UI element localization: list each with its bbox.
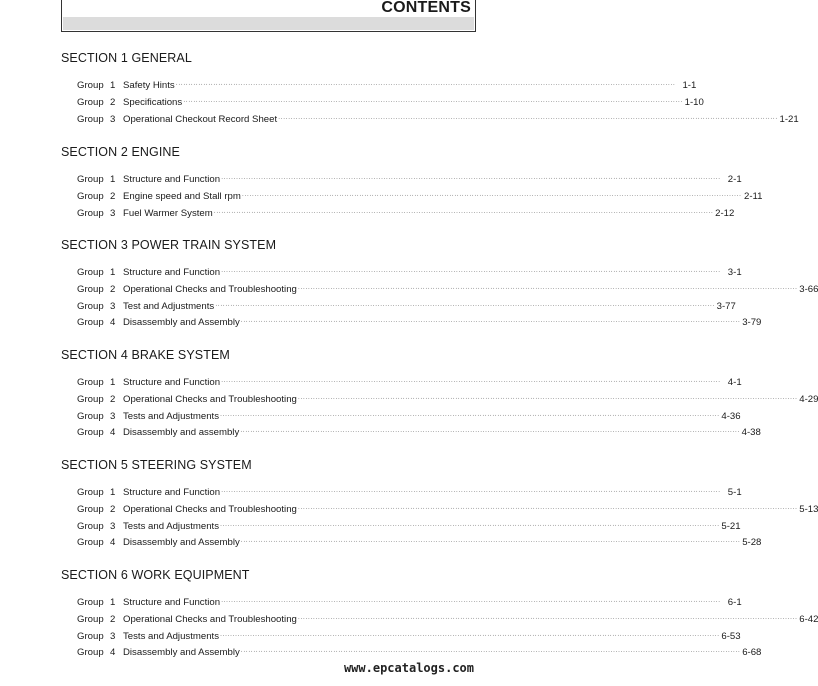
toc-page-number: 2-12 [715,207,735,219]
toc-entry-title: Disassembly and Assembly [123,537,240,549]
toc-page-number: 5-1 [727,487,742,498]
toc-page-number: 6-1 [727,597,742,608]
toc-page-number: 4-29 [799,393,818,405]
toc-entry-title: Structure and Function [123,174,221,185]
toc-leader-dots: ········································································································································································································ [278,115,778,122]
toc-leader-dots: ········································································································································································································ [297,395,798,402]
toc-entry[interactable] [77,207,735,221]
toc-group-label: Group [77,537,104,549]
toc-group-number: 4 [110,647,116,659]
toc-entry[interactable] [77,646,762,660]
section-heading: SECTION 4 BRAKE SYSTEM [61,348,230,362]
toc-leader-dots: ········································································································································································································ [240,539,741,546]
toc-entry[interactable] [77,410,741,424]
toc-leader-dots: ········································································································································································································ [221,379,721,385]
toc-group-label: Group [77,283,104,295]
toc-entry[interactable] [77,503,818,517]
toc-page-number: 1-21 [779,113,799,125]
toc-leader-dots: ········································································································································································································ [297,505,798,512]
section-heading: SECTION 5 STEERING SYSTEM [61,458,252,472]
toc-entry[interactable] [77,283,818,297]
toc-group-label: Group [77,427,104,439]
toc-entry-title: Tests and Adjustments [123,630,219,642]
toc-entry-title: Operational Checks and Troubleshooting [123,503,297,515]
toc-page-number: 4-1 [727,377,742,388]
toc-entry[interactable] [77,79,697,93]
toc-entry-title: Structure and Function [123,597,221,608]
toc-group-label: Group [77,190,104,202]
toc-group-number: 1 [110,597,116,608]
page-title: CONTENTS [381,0,471,16]
toc-page-number: 1-10 [684,96,704,108]
toc-entry[interactable] [77,316,762,330]
toc-group-number: 4 [110,427,116,439]
toc-entry[interactable] [77,300,736,314]
section-heading: SECTION 6 WORK EQUIPMENT [61,568,250,582]
section-heading: SECTION 3 POWER TRAIN SYSTEM [61,238,277,252]
toc-page-number: 5-21 [721,520,741,532]
toc-group-number: 1 [110,487,116,498]
toc-entry-title: Operational Checkout Record Sheet [123,113,278,125]
section-heading: SECTION 2 ENGINE [61,145,180,159]
toc-entry-title: Disassembly and Assembly [123,647,240,659]
toc-leader-dots: ········································································································································································································ [241,192,742,199]
toc-group-label: Group [77,647,104,659]
toc-group-number: 4 [110,317,116,329]
toc-leader-dots: ········································································································································································································ [221,176,721,182]
toc-page-number: 5-13 [799,503,818,515]
contents-title-box [61,0,476,32]
toc-group-label: Group [77,207,104,219]
toc-entry[interactable] [77,520,741,534]
toc-entry-title: Test and Adjustments [123,300,215,312]
toc-group-number: 1 [110,174,116,185]
toc-group-label: Group [77,174,104,185]
section-heading: SECTION 1 GENERAL [61,51,192,65]
toc-group-number: 3 [110,113,116,125]
toc-entry-title: Structure and Function [123,377,221,388]
toc-group-label: Group [77,80,104,91]
toc-leader-dots: ········································································································································································································ [221,489,721,495]
toc-leader-dots: ········································································································································································································ [175,82,676,88]
toc-group-label: Group [77,613,104,625]
toc-leader-dots: ········································································································································································································ [240,319,741,326]
toc-entry-title: Structure and Function [123,487,221,498]
toc-leader-dots: ········································································································································································································ [221,599,721,605]
toc-entry[interactable] [77,376,742,390]
toc-entry[interactable] [77,96,704,110]
toc-page-number: 2-1 [727,174,742,185]
toc-entry-title: Engine speed and Stall rpm [123,190,241,202]
toc-leader-dots: ········································································································································································································ [297,285,798,292]
toc-entry-title: Tests and Adjustments [123,520,219,532]
toc-page-number: 3-66 [799,283,818,295]
toc-page-number: 4-36 [721,410,741,422]
toc-entry[interactable] [77,173,742,187]
toc-entry[interactable] [77,190,763,204]
toc-group-number: 2 [110,613,116,625]
toc-group-number: 3 [110,300,116,312]
toc-page-number: 6-53 [721,630,741,642]
toc-entry-title: Operational Checks and Troubleshooting [123,393,297,405]
toc-entry[interactable] [77,113,799,127]
toc-entry[interactable] [77,613,818,627]
toc-group-number: 3 [110,207,116,219]
toc-entry-title: Disassembly and assembly [123,427,240,439]
toc-group-label: Group [77,267,104,278]
toc-group-label: Group [77,113,104,125]
toc-entry[interactable] [77,266,742,280]
toc-entry-title: Operational Checks and Troubleshooting [123,613,297,625]
toc-page-number: 3-79 [742,317,762,329]
toc-entry-title: Disassembly and Assembly [123,317,240,329]
title-shade-bar [63,17,474,30]
toc-group-label: Group [77,487,104,498]
toc-group-number: 1 [110,377,116,388]
toc-group-label: Group [77,96,104,108]
toc-page-number: 6-68 [742,647,762,659]
toc-page-number: 3-1 [727,267,742,278]
toc-entry-title: Specifications [123,96,183,108]
toc-group-number: 1 [110,267,116,278]
toc-group-number: 3 [110,630,116,642]
toc-group-number: 4 [110,537,116,549]
toc-group-number: 2 [110,503,116,515]
toc-group-number: 3 [110,520,116,532]
toc-entry[interactable] [77,536,762,550]
toc-group-number: 1 [110,80,116,91]
toc-leader-dots: ········································································································································································································ [297,615,798,622]
toc-leader-dots: ········································································································································································································ [183,98,683,105]
toc-leader-dots: ········································································································································································································ [221,269,721,275]
toc-group-number: 2 [110,393,116,405]
toc-group-label: Group [77,520,104,532]
toc-page-number: 1-1 [682,80,697,91]
toc-group-label: Group [77,630,104,642]
watermark: www.epcatalogs.com [343,661,474,675]
toc-group-label: Group [77,503,104,515]
toc-leader-dots: ········································································································································································································ [220,412,720,419]
toc-group-label: Group [77,377,104,388]
toc-entry-title: Tests and Adjustments [123,410,219,422]
toc-leader-dots: ········································································································································································································ [240,649,741,656]
toc-page-number: 4-38 [741,427,761,439]
toc-leader-dots: ········································································································································································································ [220,632,720,639]
toc-page-number: 2-11 [743,190,763,202]
toc-leader-dots: ········································································································································································································ [213,209,714,216]
toc-entry[interactable] [77,393,818,407]
toc-group-number: 2 [110,283,116,295]
toc-entry-title: Fuel Warmer System [123,207,213,219]
toc-entry[interactable] [77,426,761,440]
toc-page-number: 3-77 [716,300,736,312]
toc-page-number: 6-42 [799,613,818,625]
toc-group-label: Group [77,317,104,329]
toc-entry-title: Structure and Function [123,267,221,278]
toc-group-number: 2 [110,96,116,108]
toc-group-label: Group [77,393,104,405]
toc-leader-dots: ········································································································································································································ [220,522,720,529]
toc-group-number: 3 [110,410,116,422]
toc-entry-title: Operational Checks and Troubleshooting [123,283,297,295]
toc-entry-title: Safety Hints [123,80,175,91]
toc-leader-dots: ········································································································································································································ [240,429,740,436]
toc-leader-dots: ········································································································································································································ [215,302,715,309]
toc-group-number: 2 [110,190,116,202]
toc-entry[interactable] [77,630,741,644]
toc-group-label: Group [77,597,104,608]
toc-entry[interactable] [77,486,742,500]
toc-group-label: Group [77,410,104,422]
toc-page-number: 5-28 [742,537,762,549]
toc-group-label: Group [77,300,104,312]
toc-entry[interactable] [77,596,742,610]
